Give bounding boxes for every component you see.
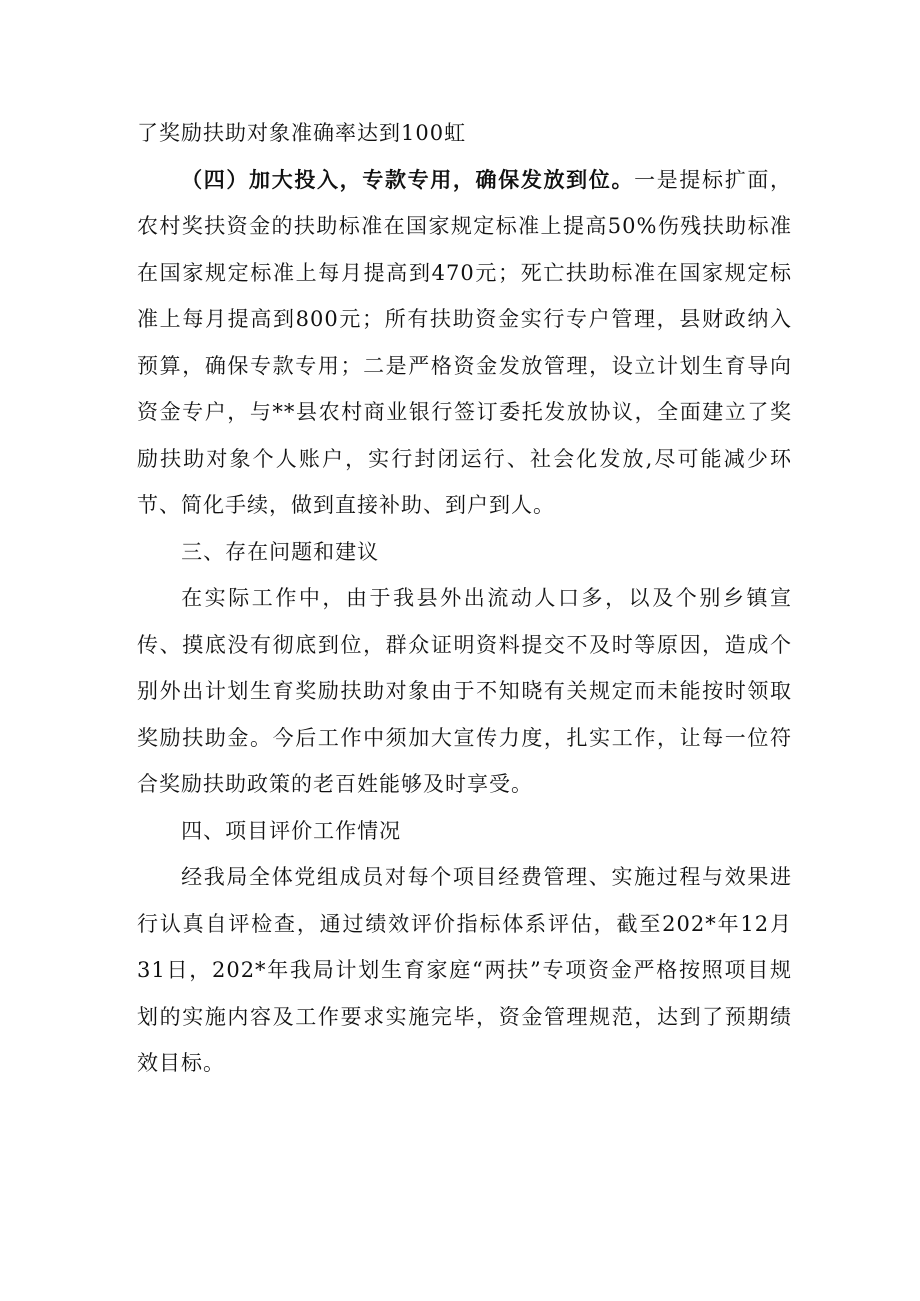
subsection-body: 一是提标扩面，农村奖扶资金的扶助标准在国家规定标准上提高50%伤残扶助标准在国家规定标准上每月提高到470元；死亡扶助标准在国家规定标准上每月提高到800元；所有扶助资金实行专户管理，县财政纳入预算，确保专款专用；二是严格资金发放管理，设立计划生育导向资金专户，与**县农村商业银行签订委托发放协议，全面建立了奖励扶助对象个人账户，实行封闭运行、社会化发放,尽可能减少环节、简化手续，做到直接补助、到户到人。 [137,167,793,517]
document-page [137,110,792,1087]
section-four-body: 经我局全体党组成员对每个项目经费管理、实施过程与效果进行认真自评检查，通过绩效评价指标体系评估，截至202*年12月31日，202*年我局计划生育家庭“两扶”专项资金严格按照项目规划的实施内容及工作要求实施完毕，资金管理规范，达到了预期绩效目标。 [137,865,792,1075]
subsection-paragraph [137,157,792,529]
subsection-heading: （四）加大投入，专款专用，确保发放到位。 [181,166,635,192]
section-four-heading: 四、项目评价工作情况 [181,818,402,843]
section-three-heading: 三、存在问题和建议 [181,539,380,564]
section-three-body: 在实际工作中，由于我县外出流动人口多，以及个别乡镇宣传、摸底没有彻底到位，群众证明资料提交不及时等原因，造成个别外出计划生育奖励扶助对象由于不知晓有关规定而未能按时领取奖励扶助金。今后工作中须加大宣传力度，扎实工作，让每一位符合奖励扶助政策的老百姓能够及时享受。 [137,586,792,796]
continuation-line: 了奖励扶助对象准确率达到100虹 [137,121,467,145]
